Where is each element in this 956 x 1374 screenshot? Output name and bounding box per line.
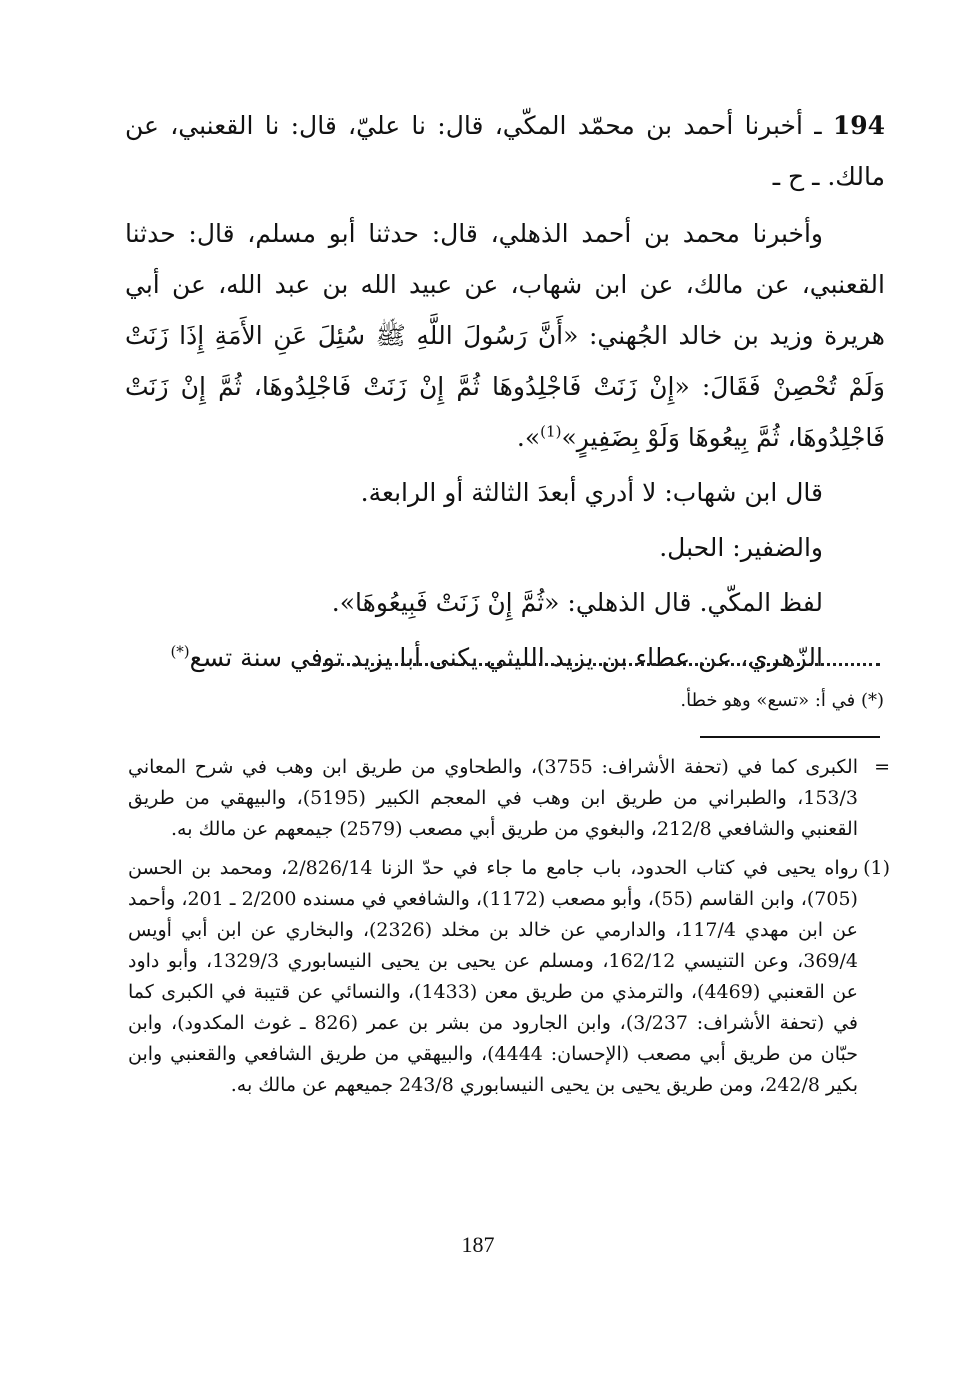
footnote-rule: [700, 736, 880, 738]
hadith-paragraph-1: [125, 100, 885, 202]
main-text: [125, 100, 885, 683]
hadith-isnad-1: ـ أخبرنا أحمد بن محمّد المكّي، قال: نا عليّ، قال: نا القعنبي، عن مالك. ـ ح ـ: [125, 111, 885, 191]
dotted-separator: [310, 663, 880, 666]
star-footnote: (*) في أ: «تسع» وهو خطأ.: [680, 690, 884, 711]
ibn-shihab-note: قال ابن شهاب: لا أدري أبعدَ الثالثة أو الرابعة.: [360, 478, 823, 507]
footnote-1: [128, 853, 890, 1101]
wording-note: لفظ المكّي. قال الذهلي: «ثُمَّ إِنْ زَنَتْ فَبِيعُوهَا».: [331, 588, 823, 617]
footnote-marker: =: [874, 756, 890, 778]
narrator-note: [125, 632, 885, 683]
hadith-isnad-2: وأخبرنا محمد بن أحمد الذهلي، قال: حدثنا أبو مسلم، قال: حدثنا القعنبي، عن مالك، عن ابن شهاب، عن عبيد الله بن عبد الله، عن أبي هريرة وزيد بن خالد الجُهني: «أَنَّ رَسُولَ اللَّهِ ﷺ سُئِلَ عَنِ الأَمَةِ إِذَا زَنَتْ وَلَمْ تُحْصِنْ فَقَالَ: «إِنْ زَنَتْ فَاجْلِدُوهَا ثُمَّ إِنْ زَنَتْ فَاجْلِدُوهَا، ثُمَّ إِنْ زَنَتْ فَاجْلِدُوهَا، ثُمَّ بِيعُوهَا وَلَوْ بِضَفِيرٍ»: [125, 219, 885, 452]
hadith-number: 194: [832, 111, 885, 140]
hadith-paragraph-2: [125, 208, 885, 463]
footnotes: [128, 752, 890, 1101]
footnote-marker: (1): [863, 857, 890, 879]
footnote-text: الكبرى كما في (تحفة الأشراف: 3755)، والطحاوي من طريق ابن وهب في شرح المعاني 153/3، والطبراني من طريق ابن وهب في المعجم الكبير (5195)، والبيهقي من طريق القعنبي والشافعي 212/8، والبغوي من طريق أبي مصعب (2579) جيمعهم عن مالك به.: [128, 756, 859, 840]
hadith-paragraph-2-end: ».: [516, 423, 541, 452]
definition-note: والضفير: الحبل.: [659, 533, 823, 562]
footnote-text: رواه يحيى في كتاب الحدود، باب جامع ما جاء في حدّ الزنا 2/826/14، ومحمد بن الحسن (705)، وابن القاسم (55)، وأبو مصعب (1172)، والشافعي في مسنده 2/200 ـ 201، وأحمد عن ابن مهدي 117/4، والدارمي عن خالد بن مخلد (2326)، والبخاري عن ابن أبي أويس 369/4، وعن التنيسي 162/12، ومسلم عن يحيى بن يحيى النيسابوري 1329/3، وأبو داود عن القعنبي (4469)، والترمذي من طريق معن (1433)، والنسائي عن قتيبة في الكبرى كما في (تحفة الأشراف: 3/237)، وابن الجارود من بشر بن عمر (826 ـ غوث المكدود)، وابن حبّان من طريق أبي مصعب (الإحسان: 4444)، والبيهقي من طريق الشافعي والقعنبي وابن بكير 242/8، ومن طريق يحيى بن يحيى النيسابوري 243/8 جميعهم عن مالك به.: [128, 857, 858, 1096]
narrator-note-text: الزّهري، عن عطاء بن يزيد الليثي يكنى أبا يزيد توفي سنة تسع: [189, 643, 823, 672]
page-number: 187: [461, 1232, 495, 1257]
footnote-continuation: [128, 752, 890, 845]
footnote-ref-1[interactable]: (1): [540, 422, 562, 441]
footnote-ref-star[interactable]: (*): [170, 642, 190, 661]
